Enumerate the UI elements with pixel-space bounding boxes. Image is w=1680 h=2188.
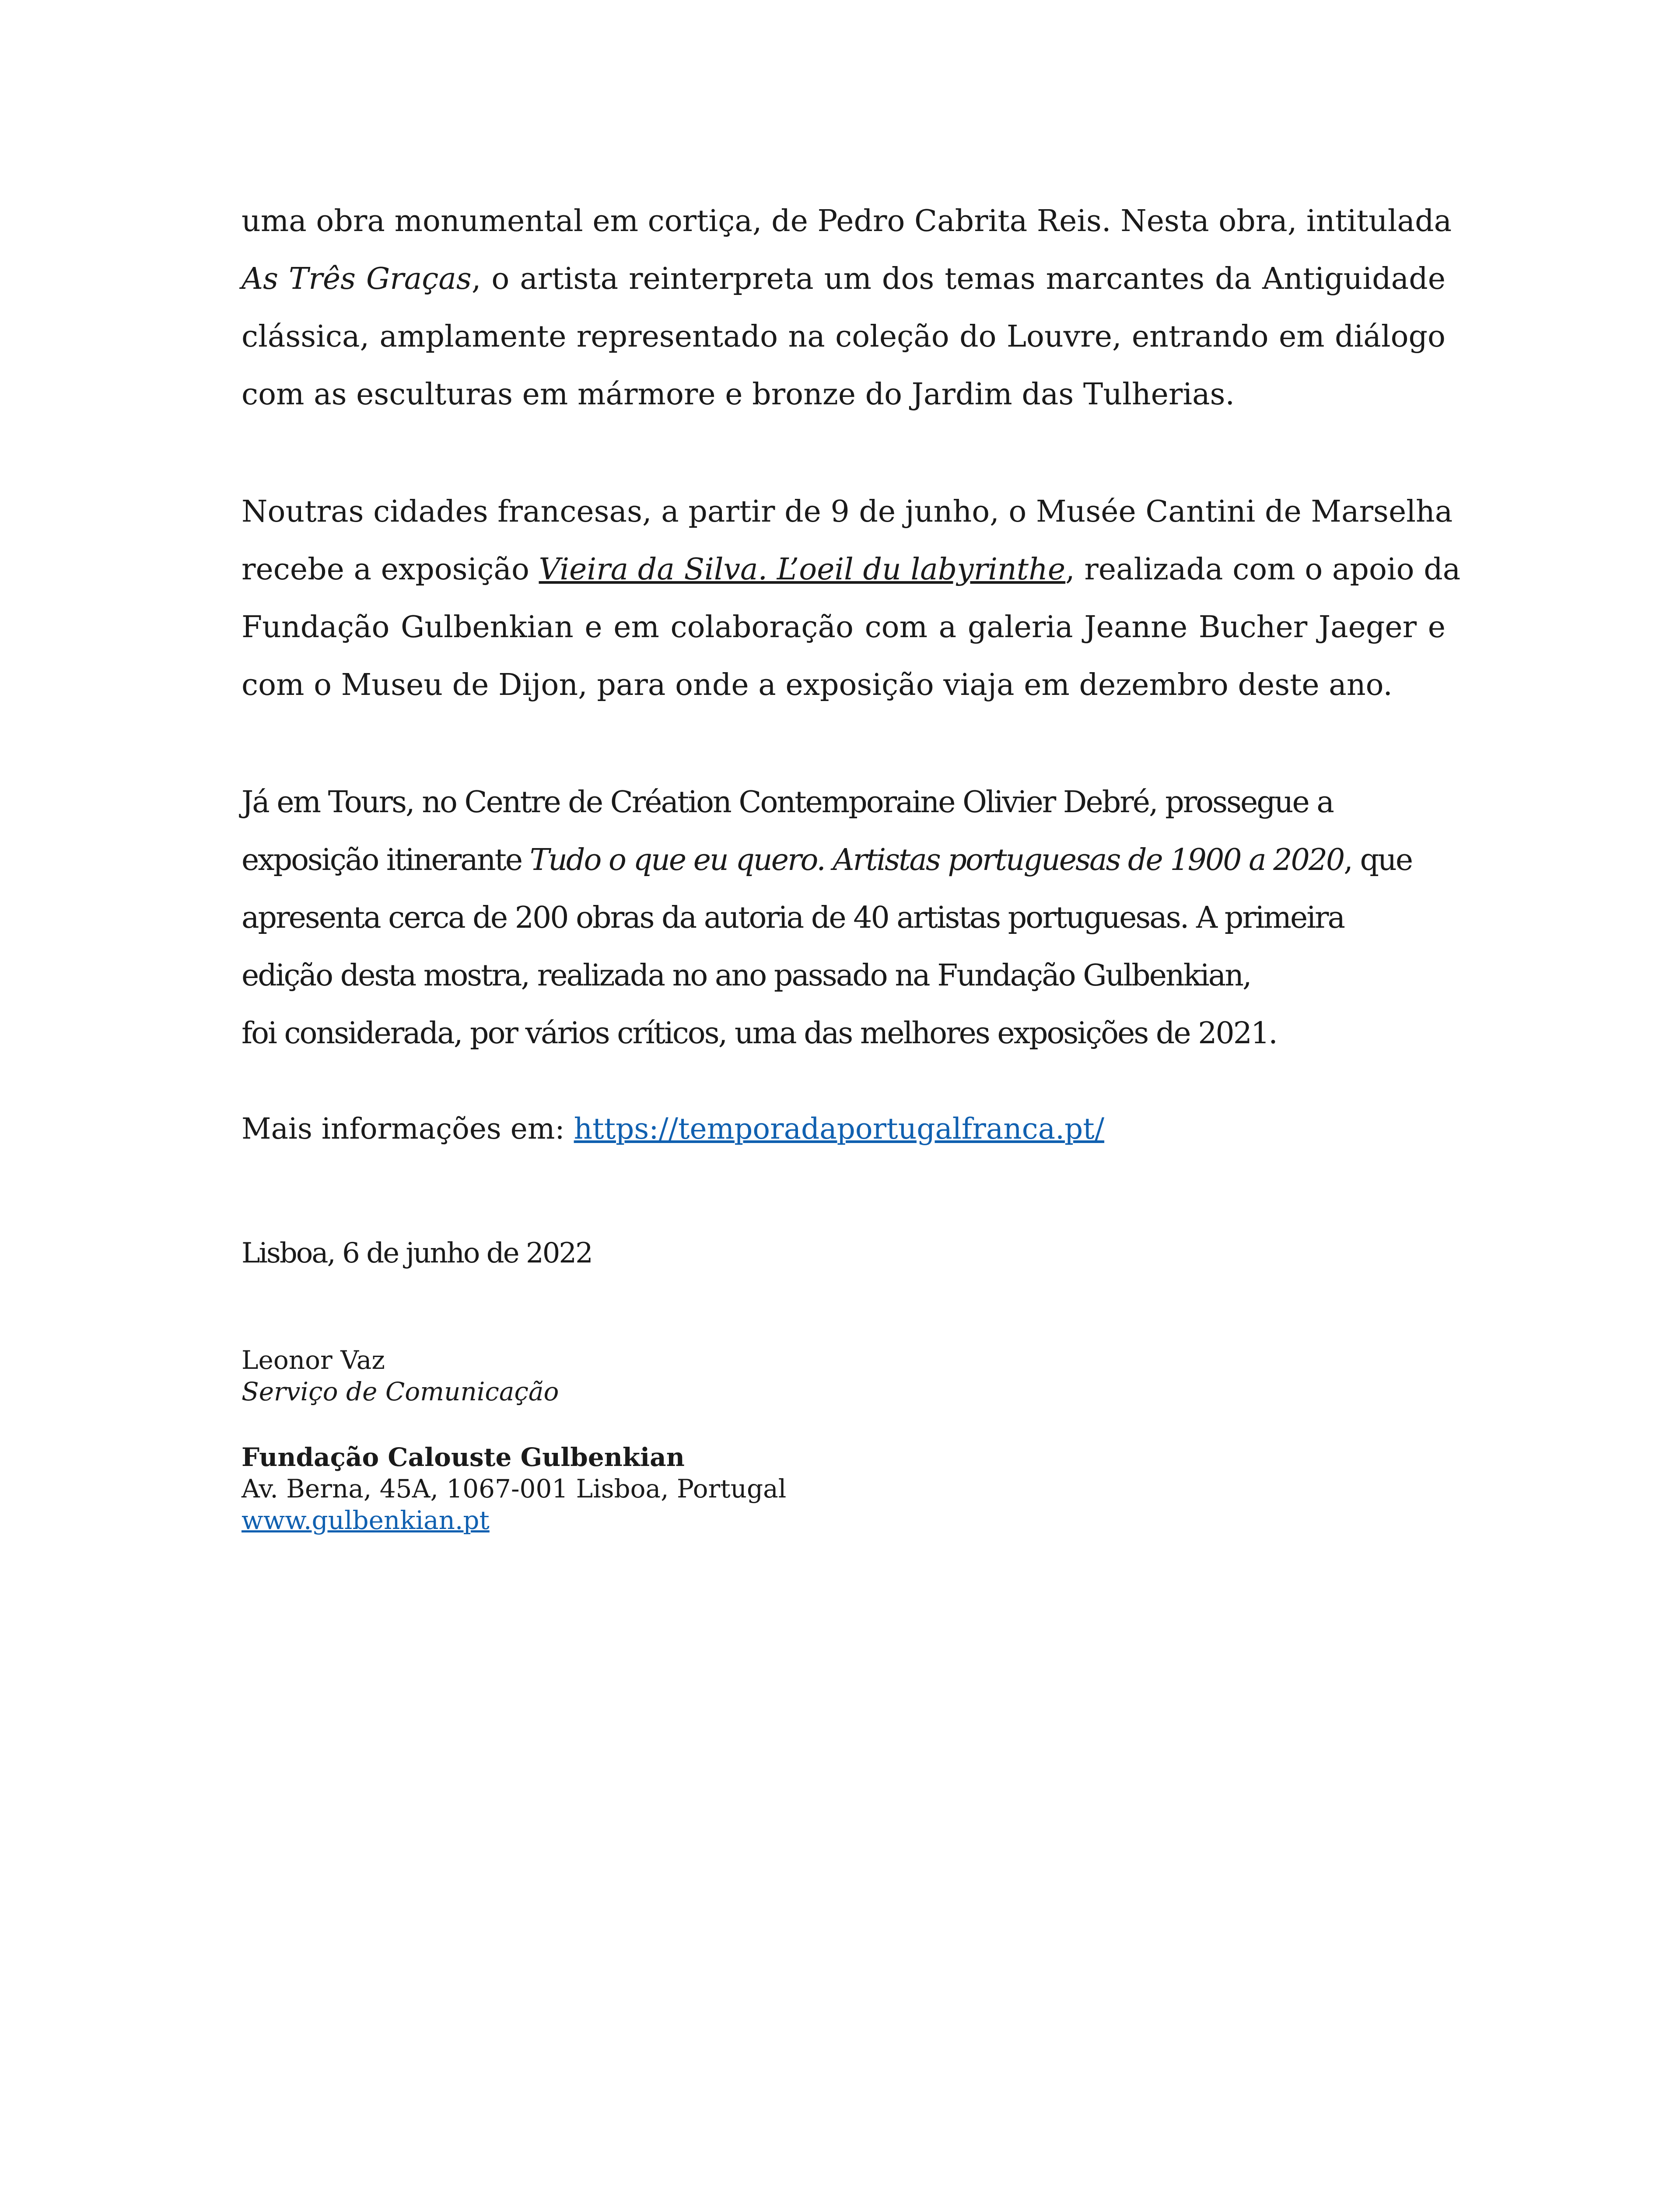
contact-role-text: Serviço de Comunicação (242, 1377, 559, 1406)
paragraph-line: edição desta mostra, realizada no ano passado na Fundação Gulbenkian, (242, 958, 1251, 993)
paragraph-text: exposição itinerante (242, 843, 530, 877)
paragraph-line (242, 831, 1446, 889)
signature-contact (242, 1344, 559, 1407)
paragraph-line: com as esculturas em mármore e bronze do Jardim das Tulherias. (242, 377, 1235, 412)
more-info-label: Mais informações em: (242, 1112, 574, 1146)
temporada-website-link[interactable]: https://temporadaportugalfranca.pt/ (574, 1112, 1105, 1146)
paragraph-line: foi considerada, por vários críticos, uma das melhores exposições de 2021. (242, 1016, 1277, 1051)
paragraph-line: uma obra monumental em cortiça, de Pedro Cabrita Reis. Nesta obra, intitulada (242, 204, 1452, 238)
paragraph-line (242, 1100, 1446, 1158)
paragraph-text: , o artista reinterpreta um dos temas marcantes da Antiguidade (471, 262, 1446, 296)
paragraph-line: com o Museu de Dijon, para onde a exposição viaja em dezembro deste ano. (242, 668, 1393, 702)
paragraph-line: Fundação Gulbenkian e em colaboração com a galeria Jeanne Bucher Jaeger e (242, 610, 1446, 645)
paragraph-vieira-da-silva (242, 483, 1461, 714)
date-text: Lisboa, 6 de junho de 2022 (242, 1237, 592, 1269)
paragraph-text: , realizada com o apoio da (1065, 552, 1461, 587)
exhibition-title: Tudo o que eu quero. Artistas portuguesas de 1900 a 2020 (529, 843, 1344, 877)
paragraph-line: Já em Tours, no Centre de Création Contemporaine Olivier Debré, prossegue a (242, 785, 1333, 820)
signature-organization (242, 1441, 786, 1536)
paragraph-tours-exhibition (242, 774, 1446, 1062)
paragraph-text: recebe a exposição (242, 552, 539, 587)
artwork-title: As Três Graças (242, 262, 472, 296)
paragraph-line: clássica, amplamente representado na coleção do Louvre, entrando em diálogo (242, 319, 1446, 354)
paragraph-line (242, 541, 1461, 599)
paragraph-cabrita-reis (242, 193, 1452, 424)
organization-address: Av. Berna, 45A, 1067-001 Lisboa, Portugal (242, 1474, 787, 1504)
more-info-line (242, 1100, 1446, 1158)
organization-name: Fundação Calouste Gulbenkian (242, 1442, 685, 1472)
paragraph-line (242, 250, 1446, 308)
contact-role (242, 1376, 559, 1407)
exhibition-title-link[interactable]: Vieira da Silva. L’oeil du labyrinthe (539, 552, 1066, 587)
paragraph-line: Noutras cidades francesas, a partir de 9 de junho, o Musée Cantini de Marselha (242, 494, 1453, 529)
gulbenkian-website-link[interactable]: www.gulbenkian.pt (242, 1505, 490, 1535)
paragraph-text: , que (1344, 843, 1412, 877)
date-line (242, 1224, 1446, 1282)
paragraph-line: apresenta cerca de 200 obras da autoria de 40 artistas portuguesas. A primeira (242, 901, 1344, 935)
organization-website-line (242, 1504, 786, 1536)
contact-name: Leonor Vaz (242, 1345, 385, 1375)
